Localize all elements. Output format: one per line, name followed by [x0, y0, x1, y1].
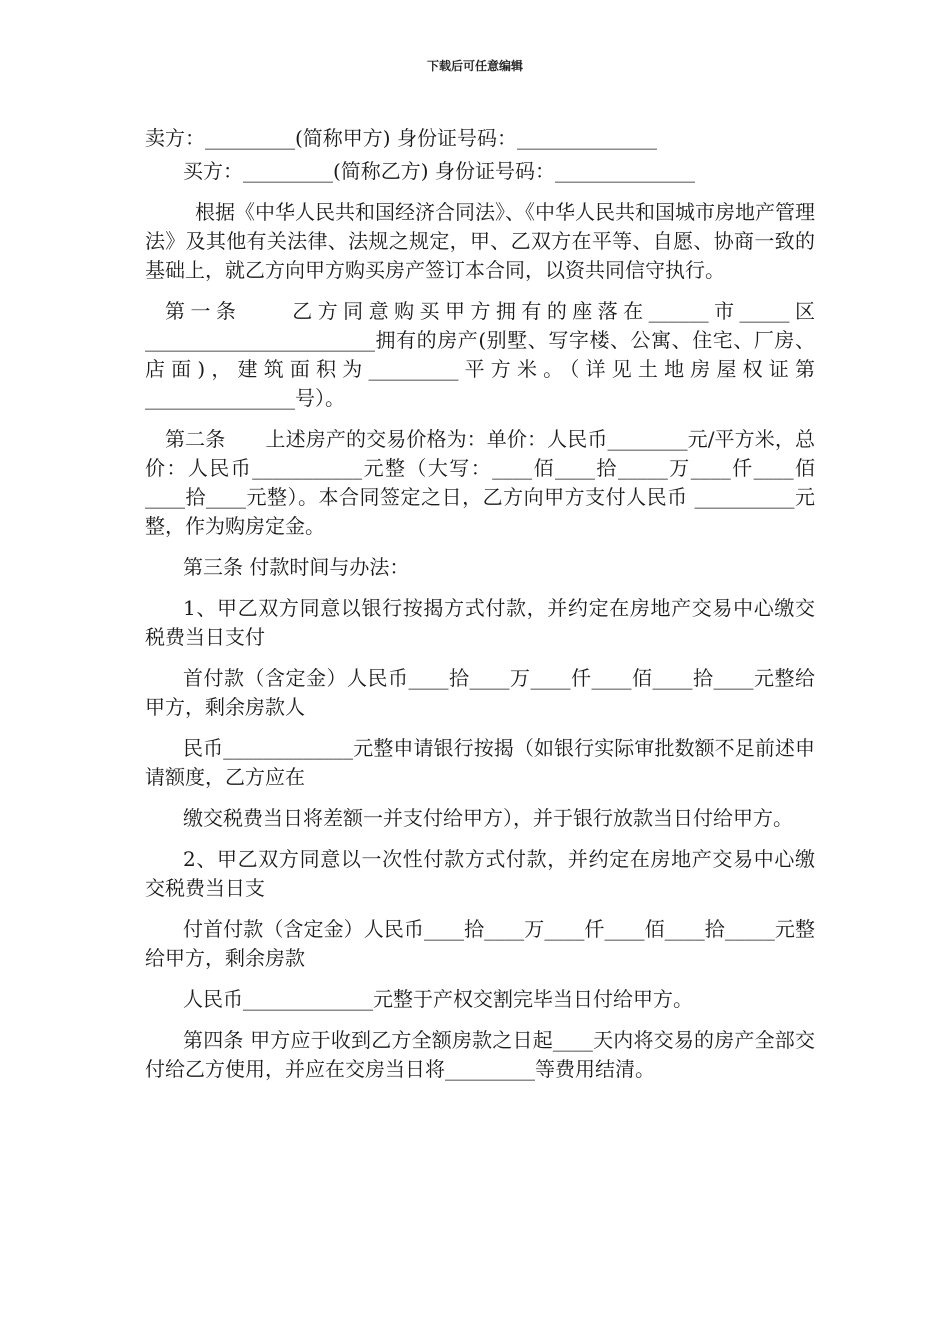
article-3-clause-2-down-payment: 付首付款（含定金）人民币____拾____万____仟____佰____拾_____元整给甲方，剩余房款: [145, 917, 815, 970]
page-header: 下载后可任意编辑: [426, 59, 523, 73]
preamble-paragraph: 根据《中华人民共和国经济合同法》、《中华人民共和国城市房地产管理法》及其他有关法律、法规之规定，甲、乙双方在平等、自愿、协商一致的基础上，就乙方向甲方购买房产签订本合同，以资共同信守执行。: [145, 200, 815, 282]
article-1: 第一条 乙方同意购买甲方拥有的座落在______市_____区_______________________拥有的房产(别墅、写字楼、公寓、住宅、厂房、店面)，建筑面积为_________平方米。（详见土地房屋权证第_______________号）。: [145, 299, 815, 410]
article-3-clause-2-remaining: 人民币_____________元整于产权交割完毕当日付给甲方。: [183, 987, 693, 1011]
article-3-clause-1-down-payment: 首付款（含定金）人民币____拾____万____仟____佰____拾____元整给甲方，剩余房款人: [145, 666, 815, 719]
article-3-title: 第三条 付款时间与办法：: [183, 555, 410, 579]
article-2: 第二条 上述房产的交易价格为：单价：人民币________元/平方米，总价：人民币___________元整（大写：____佰____拾_____万____仟____佰____拾____元整）。本合同签定之日，乙方向甲方支付人民币 __________元整，作为购房定金。: [145, 427, 815, 538]
article-3-clause-1-tax: 缴交税费当日将差额一并支付给甲方），并于银行放款当日付给甲方。: [183, 806, 793, 830]
article-3-clause-1: 1、甲乙双方同意以银行按揭方式付款，并约定在房地产交易中心缴交税费当日支付: [145, 596, 815, 649]
buyer-line: 买方：_________(简称乙方) 身份证号码：______________: [183, 159, 695, 183]
article-4: 第四条 甲方应于收到乙方全额房款之日起____天内将交易的房产全部交付给乙方使用，并应在交房当日将_________等费用结清。: [145, 1028, 815, 1081]
article-3-clause-1-loan: 民币_____________元整申请银行按揭（如银行实际审批数额不足前述申请额度，乙方应在: [145, 736, 815, 789]
seller-line: 卖方：_________(简称甲方) 身份证号码：______________: [145, 126, 657, 150]
contract-body: [145, 124, 815, 1096]
article-3-clause-2: 2、甲乙双方同意以一次性付款方式付款，并约定在房地产交易中心缴交税费当日支: [145, 847, 815, 900]
